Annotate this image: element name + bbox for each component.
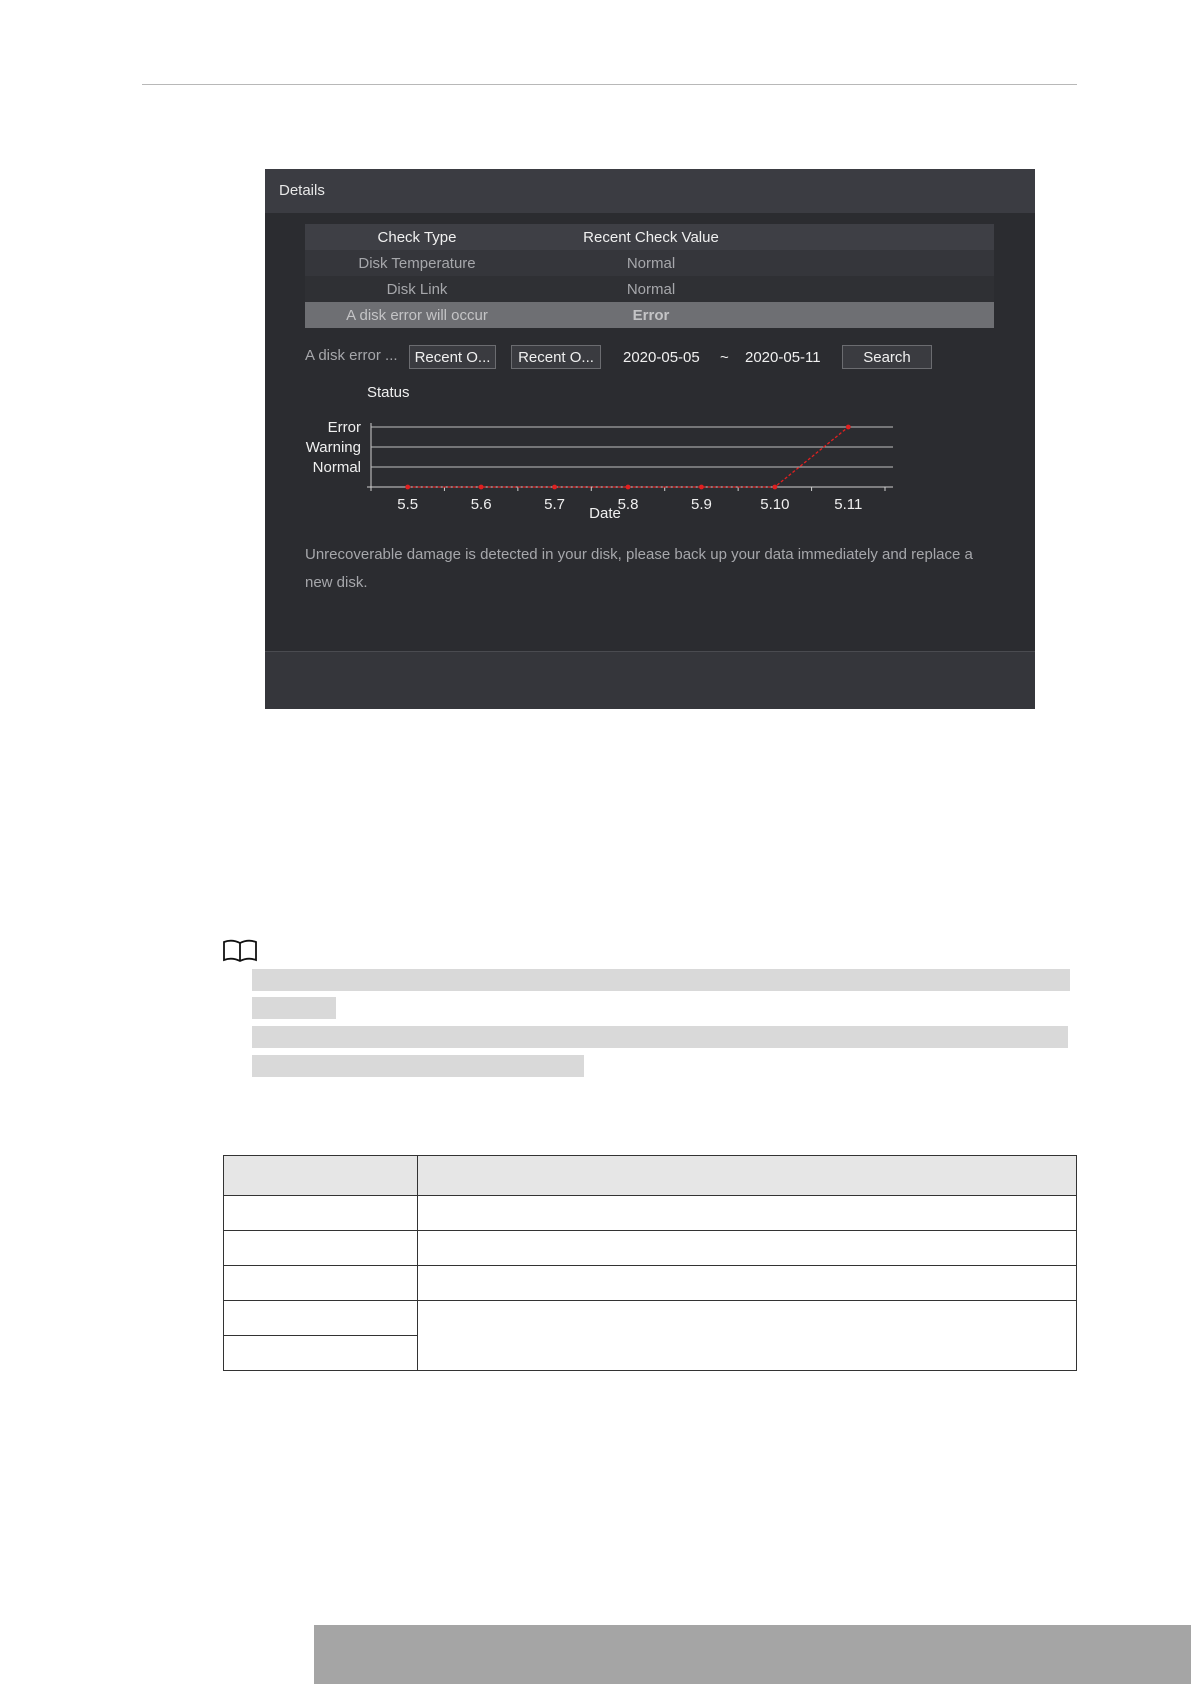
table-row — [224, 1231, 1077, 1266]
book-icon — [222, 938, 258, 964]
chart-point — [846, 425, 851, 430]
page-header-rule — [142, 84, 1077, 85]
table-header-row — [224, 1156, 1077, 1196]
search-button[interactable]: Search — [842, 345, 932, 369]
chart-series-line — [408, 427, 849, 487]
chart-point — [552, 485, 557, 490]
parameter-table — [223, 1155, 1077, 1371]
table-row-selected[interactable] — [305, 302, 994, 328]
end-date[interactable]: 2020-05-11 — [745, 349, 821, 366]
chart-y-labels — [306, 419, 361, 476]
check-value-cell: Normal — [529, 250, 773, 276]
status-chart — [265, 379, 1035, 529]
page-footer-band — [314, 1625, 1191, 1684]
chart-grid — [367, 423, 893, 491]
check-type-cell: Disk Temperature — [305, 250, 529, 276]
chart-x-tick-label: 5.8 — [617, 496, 639, 513]
table-row[interactable] — [305, 250, 994, 276]
dialog-header — [265, 169, 1035, 213]
chart-x-tick-label: 5.11 — [834, 496, 863, 513]
dialog-title: Details — [279, 182, 325, 199]
table-header-row — [305, 224, 994, 250]
chart-y-label: Normal — [312, 459, 361, 476]
chart-x-tick-label: 5.6 — [470, 496, 492, 513]
chart-x-tick-label: 5.10 — [760, 496, 790, 513]
chart-point — [626, 485, 631, 490]
check-value-cell: Normal — [529, 276, 773, 302]
chart-y-label: Error — [327, 419, 361, 436]
date-separator: ~ — [720, 349, 729, 366]
chart-point — [479, 485, 484, 490]
header-check-type: Check Type — [305, 224, 529, 250]
check-type-cell: Disk Link — [305, 276, 529, 302]
note-line — [252, 1055, 584, 1077]
note-line — [252, 997, 336, 1019]
table-row — [224, 1266, 1077, 1301]
chart-title: Status — [367, 384, 410, 401]
chart-x-ticks — [397, 487, 885, 513]
chart-x-tick-label: 5.7 — [544, 496, 566, 513]
start-date[interactable]: 2020-05-05 — [623, 349, 700, 366]
table-row — [224, 1196, 1077, 1231]
disk-error-message: Unrecoverable damage is detected in your disk, please back up your data immediately and replace a new disk. — [305, 546, 973, 591]
check-value-cell: Error — [529, 302, 773, 328]
chart-point — [772, 485, 777, 490]
chart-x-tick-label: 5.5 — [397, 496, 419, 513]
chart-series — [405, 425, 850, 490]
header-recent-check-value: Recent Check Value — [529, 224, 773, 250]
dialog-footer — [265, 651, 1035, 709]
check-type-filter-label: A disk error ... — [305, 347, 398, 364]
chart-y-label: Warning — [305, 439, 361, 456]
table-row — [224, 1301, 1077, 1336]
chart-x-tick-label: 5.9 — [690, 496, 712, 513]
recent-option-button-2[interactable]: Recent O... — [511, 345, 601, 369]
note-line — [252, 1026, 1068, 1048]
check-type-cell: A disk error will occur — [305, 302, 529, 328]
details-dialog — [265, 169, 1035, 709]
chart-x-label: Date — [589, 505, 621, 522]
recent-option-button-1[interactable]: Recent O... — [409, 345, 496, 369]
chart-point — [699, 485, 704, 490]
table-row[interactable] — [305, 276, 994, 302]
check-table — [305, 224, 994, 328]
chart-point — [405, 485, 410, 490]
note-line — [252, 969, 1070, 991]
